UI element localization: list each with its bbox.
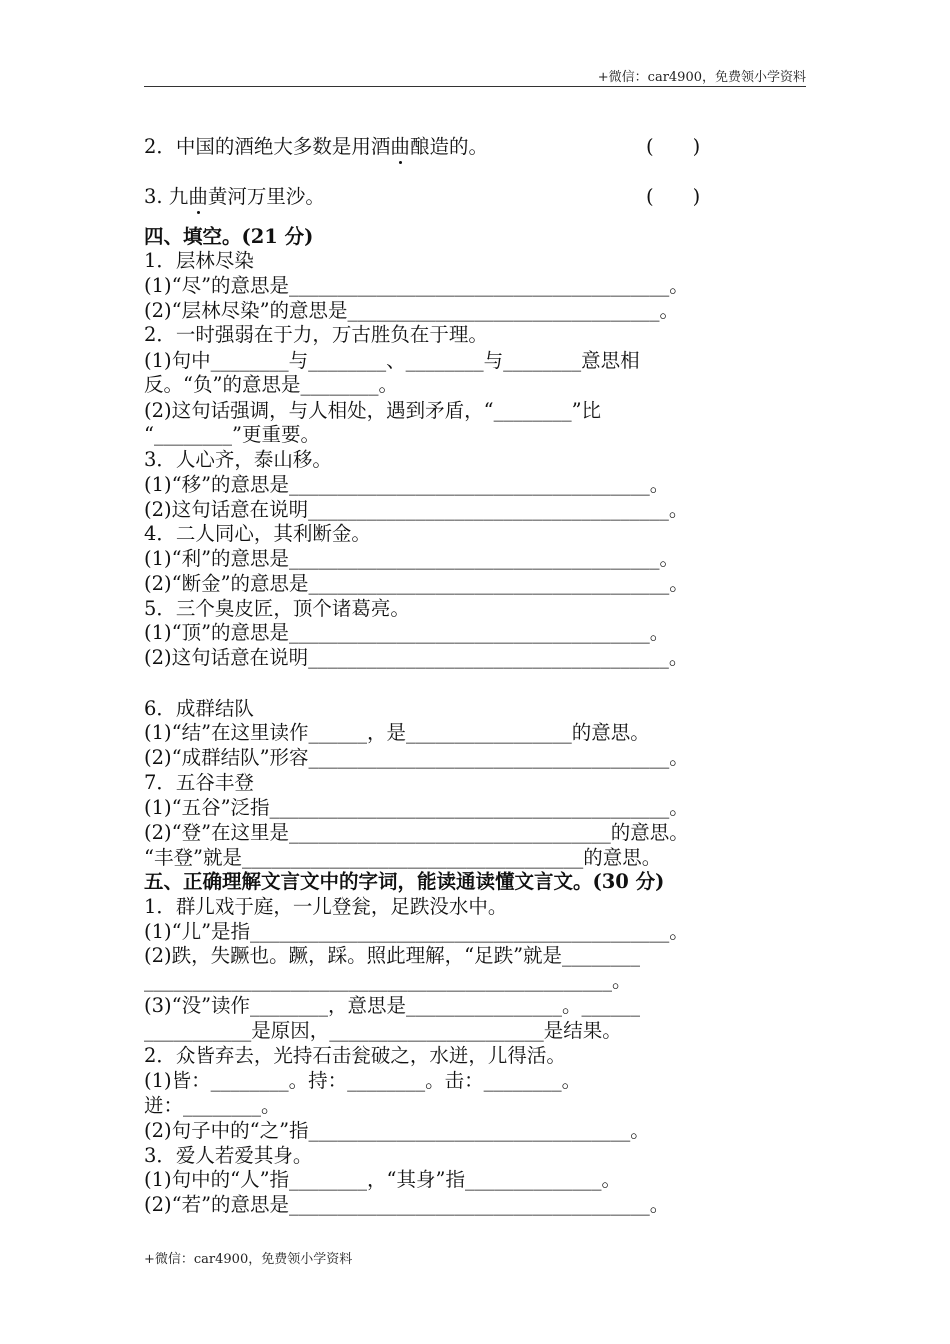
judge-question-2 [144, 135, 701, 159]
q5-1-1: (1)“儿”是指___________________________________________。 [144, 920, 689, 943]
q5-1-title: 1．群儿戏于庭，一儿登瓮，足跌没水中。 [144, 895, 508, 918]
q4-5-title: 5．三个臭皮匠，顶个诸葛亮。 [144, 597, 410, 620]
q5-1-2: (2)跌，失蹶也。蹶，踩。照此理解，“足跌”就是________ [144, 944, 641, 967]
q4-2-2: (2)这句话强调，与人相处，遇到矛盾，“________”比 [144, 399, 602, 422]
q5-2-title: 2．众皆弃去，光持石击瓮破之，水迸，儿得活。 [144, 1044, 566, 1067]
q5-3-1: (1)句中的“人”指________，“其身”指______________。 [144, 1168, 621, 1191]
q4-3-1: (1)“移”的意思是_____________________________________。 [144, 473, 670, 496]
header-rule [144, 86, 806, 87]
q4-2-1-cont: 反。“负”的意思是________。 [144, 373, 398, 396]
q4-5-2: (2)这句话意在说明_____________________________________。 [144, 646, 689, 669]
header-watermark-text: +微信：car4900，免费领小学资料 [597, 70, 806, 85]
q5-1-3-cont: ___________是原因，______________________是结果。 [144, 1019, 622, 1042]
footer-watermark-text: +微信：car4900，免费领小学资料 [144, 1252, 353, 1267]
q4-4-title: 4．二人同心，其利断金。 [144, 522, 371, 545]
q4-7-2: (2)“登”在这里是_________________________________的意思。 [144, 821, 689, 844]
judge-q2-answer-blank[interactable]: ( ) [646, 135, 701, 158]
q4-7-title: 7．五谷丰登 [144, 771, 254, 794]
q4-6-1: (1)“结”在这里读作______，是_________________的意思。 [144, 721, 650, 744]
q4-4-1: (1)“利”的意思是______________________________________。 [144, 547, 680, 570]
q5-1-3: (3)“没”读作________，意思是________________。______ [144, 994, 641, 1017]
q4-7-2-cont: “丰登”就是___________________________________的意思。 [144, 846, 662, 869]
q4-2-2-cont: “________”更重要。 [144, 423, 320, 446]
section-4-heading: 四、填空。(21 分) [144, 225, 314, 248]
q4-7-1: (1)“五谷”泛指_________________________________________。 [144, 796, 689, 819]
q4-3-title: 3．人心齐，泰山移。 [144, 448, 332, 471]
section-5-heading: 五、正确理解文言文中的字词，能读通读懂文言文。(30 分) [144, 870, 665, 893]
judge-q3-text-before: 3. 九 [144, 185, 189, 208]
q4-1-1: (1)“尽”的意思是_______________________________________。 [144, 274, 689, 297]
judge-question-3 [144, 185, 701, 209]
q4-6-title: 6．成群结队 [144, 697, 254, 720]
judge-q2-text-before: 2．中国的酒绝大多数是用酒 [144, 135, 391, 158]
q5-2-1-cont: 迸：________。 [144, 1094, 281, 1117]
q4-4-2: (2)“断金”的意思是_____________________________________。 [144, 572, 689, 595]
q5-3-title: 3．爱人若爱其身。 [144, 1144, 313, 1167]
judge-q2-text-after: 酿造的。 [409, 135, 488, 158]
q4-2-title: 2．一时强弱在于力，万古胜负在于理。 [144, 323, 488, 346]
judge-q2-dotted-char: 曲 [390, 135, 410, 158]
judge-q3-text-after: 黄河万里沙。 [207, 185, 325, 208]
q5-2-1: (1)皆：________。持：________。击：________。 [144, 1069, 582, 1092]
q5-3-2: (2)“若”的意思是_____________________________________。 [144, 1193, 670, 1216]
q4-1-2: (2)“层林尽染”的意思是________________________________。 [144, 299, 680, 322]
q4-6-2: (2)“成群结队”形容_____________________________________。 [144, 746, 689, 769]
q5-2-2: (2)句子中的“之”指_________________________________。 [144, 1119, 650, 1142]
q4-1-title: 1．层林尽染 [144, 249, 254, 272]
q4-2-1: (1)句中________与________、________与________意思相 [144, 349, 640, 372]
judge-q3-dotted-char: 曲 [188, 185, 208, 208]
q4-3-2: (2)这句话意在说明_____________________________________。 [144, 498, 689, 521]
judge-q3-answer-blank[interactable]: ( ) [646, 185, 701, 208]
q5-1-2-cont: ________________________________________________。 [144, 969, 632, 992]
q4-5-1: (1)“顶”的意思是_____________________________________。 [144, 621, 670, 644]
